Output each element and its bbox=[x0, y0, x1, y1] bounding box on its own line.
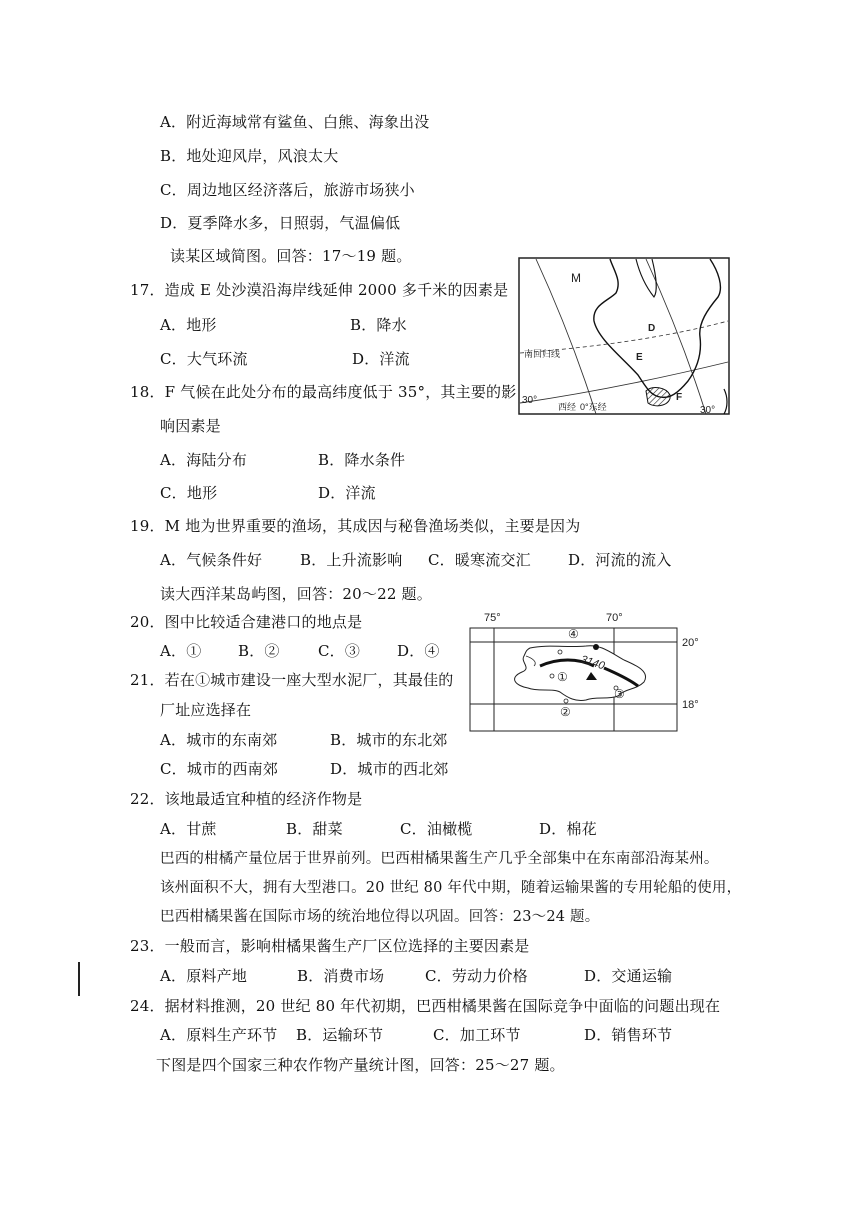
q16-option-a: A．附近海域常有鲨鱼、白熊、海象出没 bbox=[160, 113, 430, 131]
q16-option-b: B．地处迎风岸，风浪太大 bbox=[160, 147, 339, 165]
map1-label-m: M bbox=[571, 271, 581, 285]
q17-option-b: B．降水 bbox=[350, 316, 407, 334]
q18-stem-cont: 响因素是 bbox=[160, 417, 221, 435]
map2-lon70: 70° bbox=[606, 612, 623, 624]
q22-stem: 22．该地最适宜种植的经济作物是 bbox=[130, 790, 363, 808]
intro-25-27: 下图是四个国家三种农作物产量统计图，回答：25～27 题。 bbox=[156, 1056, 565, 1074]
q24-option-b: B．运输环节 bbox=[296, 1026, 384, 1044]
q24-option-d: D．销售环节 bbox=[584, 1026, 673, 1044]
q22-option-c: C．油橄榄 bbox=[400, 820, 473, 838]
q21-stem: 21．若在①城市建设一座大型水泥厂，其最佳的 bbox=[130, 671, 454, 689]
q23-option-a: A．原料产地 bbox=[160, 967, 248, 985]
q22-option-a: A．甘蔗 bbox=[160, 820, 217, 838]
q23-option-b: B．消费市场 bbox=[297, 967, 385, 985]
q18-stem: 18．F 气候在此处分布的最高纬度低于 35°，其主要的影 bbox=[130, 383, 517, 401]
island-map bbox=[468, 608, 708, 738]
q18-option-b: B．降水条件 bbox=[318, 451, 406, 469]
q21-option-b: B．城市的东北郊 bbox=[330, 731, 448, 749]
q18-option-c: C．地形 bbox=[160, 484, 218, 502]
q22-option-b: B．甜菜 bbox=[286, 820, 343, 838]
map2-point-3: ③ bbox=[614, 687, 625, 701]
q23-stem: 23．一般而言，影响柑橘果酱生产厂区位选择的主要因素是 bbox=[130, 937, 530, 955]
map1-lon-west: 西经 bbox=[558, 402, 577, 412]
q24-stem: 24．据材料推测，20 世纪 80 年代初期，巴西柑橘果酱在国际竞争中面临的问题出现在 bbox=[130, 997, 721, 1015]
q16-option-d: D．夏季降水多，日照弱，气温偏低 bbox=[160, 214, 401, 232]
q17-stem: 17．造成 E 处沙漠沿海岸线延伸 2000 多千米的因素是 bbox=[130, 281, 509, 299]
q21-option-c: C．城市的西南郊 bbox=[160, 760, 279, 778]
q20-option-a: A．① bbox=[160, 642, 202, 660]
map1-lon30: 30° bbox=[700, 405, 716, 415]
q17-option-c: C．大气环流 bbox=[160, 350, 248, 368]
q23-option-d: D．交通运输 bbox=[584, 967, 673, 985]
q17-option-a: A．地形 bbox=[160, 316, 217, 334]
map2-elevation: 3140 bbox=[579, 653, 607, 673]
q19-option-b: B．上升流影响 bbox=[300, 551, 403, 569]
map2-lat20: 20° bbox=[682, 637, 699, 649]
q23-option-c: C．劳动力价格 bbox=[425, 967, 528, 985]
q17-option-d: D．洋流 bbox=[352, 350, 410, 368]
intro-17-19: 读某区域简图。回答：17～19 题。 bbox=[170, 247, 412, 265]
q21-stem-cont: 厂址应选择在 bbox=[160, 701, 252, 719]
map1-tropic-label: 南回归线 bbox=[524, 349, 561, 359]
map1-label-d: D bbox=[648, 323, 656, 334]
intro-20-22: 读大西洋某岛屿图，回答：20～22 题。 bbox=[160, 585, 432, 603]
map2-point-1: ① bbox=[557, 670, 568, 684]
map2-point-2: ② bbox=[560, 705, 571, 719]
q18-option-a: A．海陆分布 bbox=[160, 451, 248, 469]
map2-point-4: ④ bbox=[568, 627, 579, 641]
q22-option-d: D．棉花 bbox=[539, 820, 597, 838]
map2-lon75: 75° bbox=[484, 612, 501, 624]
map1-label-f: F bbox=[676, 392, 683, 403]
material-line-3: 巴西柑橘果酱在国际市场的统治地位得以巩固。回答：23～24 题。 bbox=[160, 909, 600, 925]
q24-option-a: A．原料生产环节 bbox=[160, 1026, 278, 1044]
q21-option-d: D．城市的西北郊 bbox=[330, 760, 449, 778]
margin-mark bbox=[78, 962, 80, 996]
map1-label-e: E bbox=[636, 352, 643, 363]
material-line-1: 巴西的柑橘产量位居于世界前列。巴西柑橘果酱生产几乎全部集中在东南部沿海某州。 bbox=[160, 851, 719, 867]
q18-option-d: D．洋流 bbox=[318, 484, 376, 502]
q19-option-c: C．暖寒流交汇 bbox=[428, 551, 531, 569]
material-line-2: 该州面积不大，拥有大型港口。20 世纪 80 年代中期，随着运输果酱的专用轮船的使用， bbox=[160, 880, 742, 896]
q16-option-c: C．周边地区经济落后，旅游市场狭小 bbox=[160, 181, 415, 199]
q24-option-c: C．加工环节 bbox=[433, 1026, 521, 1044]
q20-stem: 20．图中比较适合建港口的地点是 bbox=[130, 613, 363, 631]
map1-lon-zero: 0°东经 bbox=[580, 402, 607, 412]
q20-option-d: D．④ bbox=[397, 642, 440, 660]
q21-option-a: A．城市的东南郊 bbox=[160, 731, 278, 749]
map2-lat18: 18° bbox=[682, 699, 699, 711]
q19-option-a: A．气候条件好 bbox=[160, 551, 263, 569]
q20-option-b: B．② bbox=[238, 642, 280, 660]
map1-lat30: 30° bbox=[522, 395, 538, 406]
region-map bbox=[518, 257, 730, 415]
q20-option-c: C．③ bbox=[318, 642, 361, 660]
q19-stem: 19．M 地为世界重要的渔场，其成因与秘鲁渔场类似，主要是因为 bbox=[130, 517, 581, 535]
q19-option-d: D．河流的流入 bbox=[568, 551, 672, 569]
